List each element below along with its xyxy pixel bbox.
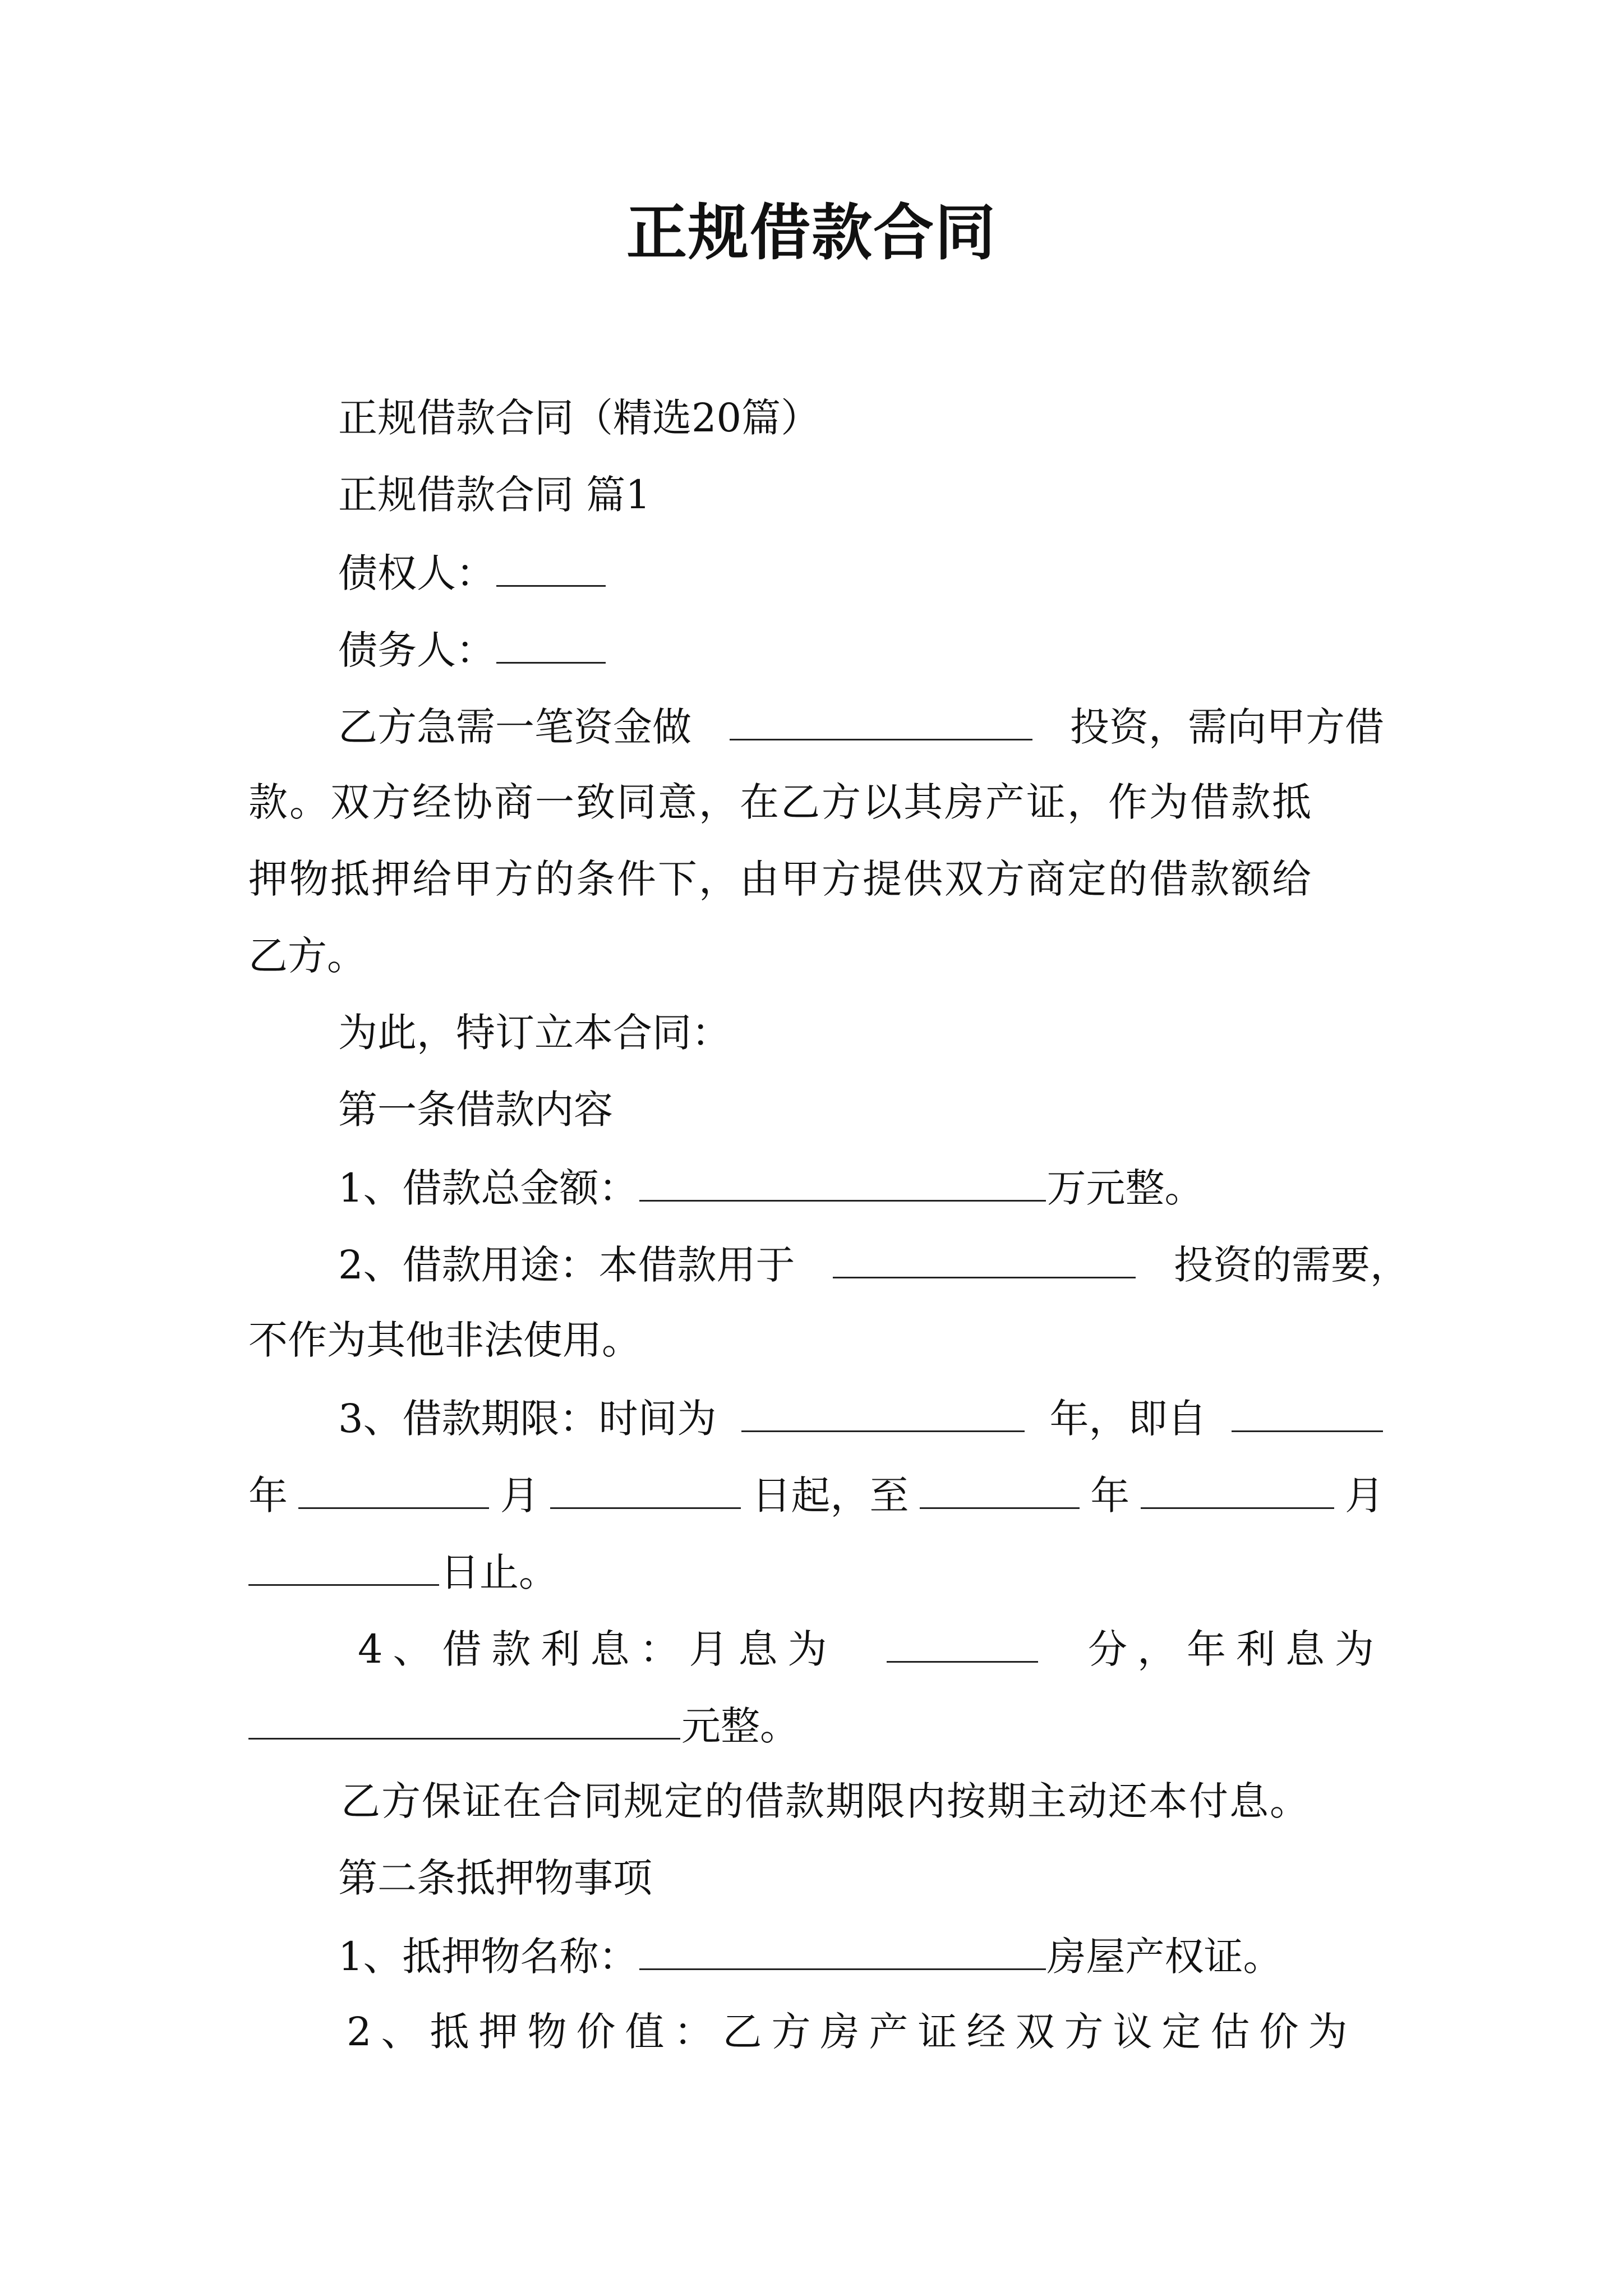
blank-field[interactable] bbox=[639, 1158, 1046, 1202]
section-heading: 正规借款合同 篇1 bbox=[338, 472, 651, 518]
blank-field[interactable] bbox=[1141, 1466, 1334, 1509]
blank-field[interactable] bbox=[298, 1466, 489, 1509]
paragraph-line: 为此，特订立本合同： bbox=[338, 1010, 731, 1056]
article-heading: 第二条抵押物事项 bbox=[338, 1855, 652, 1901]
clause-line: 日止。 bbox=[248, 1543, 1384, 1599]
paragraph-line: 款。双方经协商一致同意，在乙方以其房产证，作为借款抵 bbox=[248, 779, 1313, 825]
clause-line: 1、借款总金额： 万元整。 bbox=[248, 1158, 1384, 1214]
creditor-line: 债权人： bbox=[248, 544, 1384, 600]
clause-line: 3、借款期限：时间为 年，即自 bbox=[248, 1389, 1384, 1445]
paragraph-line: 押物抵押给甲方的条件下，由甲方提供双方商定的借款额给 bbox=[248, 856, 1313, 902]
blank-field[interactable] bbox=[730, 697, 1032, 740]
blank-field[interactable] bbox=[248, 1696, 680, 1740]
paragraph-line: 乙方。 bbox=[248, 933, 366, 979]
clause-line: 4、借款利息：月息为 分，年利息为 bbox=[248, 1619, 1384, 1676]
paragraph-line: 乙方保证在合同规定的借款期限内按期主动还本付息。 bbox=[341, 1778, 1310, 1824]
blank-field[interactable] bbox=[920, 1466, 1080, 1509]
paragraph-line: 乙方急需一笔资金做 投资，需向甲方借 bbox=[248, 697, 1384, 753]
clause-line: 不作为其他非法使用。 bbox=[248, 1317, 641, 1363]
clause-line: 元整。 bbox=[248, 1696, 1384, 1752]
clause-line: 2、借款用途：本借款用于 投资的需要， bbox=[248, 1235, 1409, 1291]
article-heading: 第一条借款内容 bbox=[338, 1087, 613, 1133]
clause-line: 1、抵押物名称： 房屋产权证。 bbox=[248, 1927, 1384, 1983]
blank-field[interactable] bbox=[550, 1466, 741, 1509]
blank-field[interactable] bbox=[741, 1389, 1025, 1432]
blank-field[interactable] bbox=[248, 1543, 439, 1586]
blank-field[interactable] bbox=[1232, 1389, 1383, 1432]
subtitle-line: 正规借款合同（精选20篇） bbox=[338, 395, 820, 441]
blank-field[interactable] bbox=[833, 1235, 1136, 1278]
clause-line: 年 月 日起，至 年 月 bbox=[248, 1466, 1384, 1522]
clause-line: 2、抵押物价值：乙方房产证经双方议定估价为 bbox=[347, 2009, 1357, 2055]
document-title: 正规借款合同 bbox=[626, 197, 997, 268]
blank-field[interactable] bbox=[639, 1927, 1046, 1970]
blank-field[interactable] bbox=[496, 544, 606, 587]
debtor-line: 债务人： bbox=[248, 620, 1384, 677]
blank-field[interactable] bbox=[496, 620, 606, 664]
blank-field[interactable] bbox=[887, 1619, 1038, 1663]
